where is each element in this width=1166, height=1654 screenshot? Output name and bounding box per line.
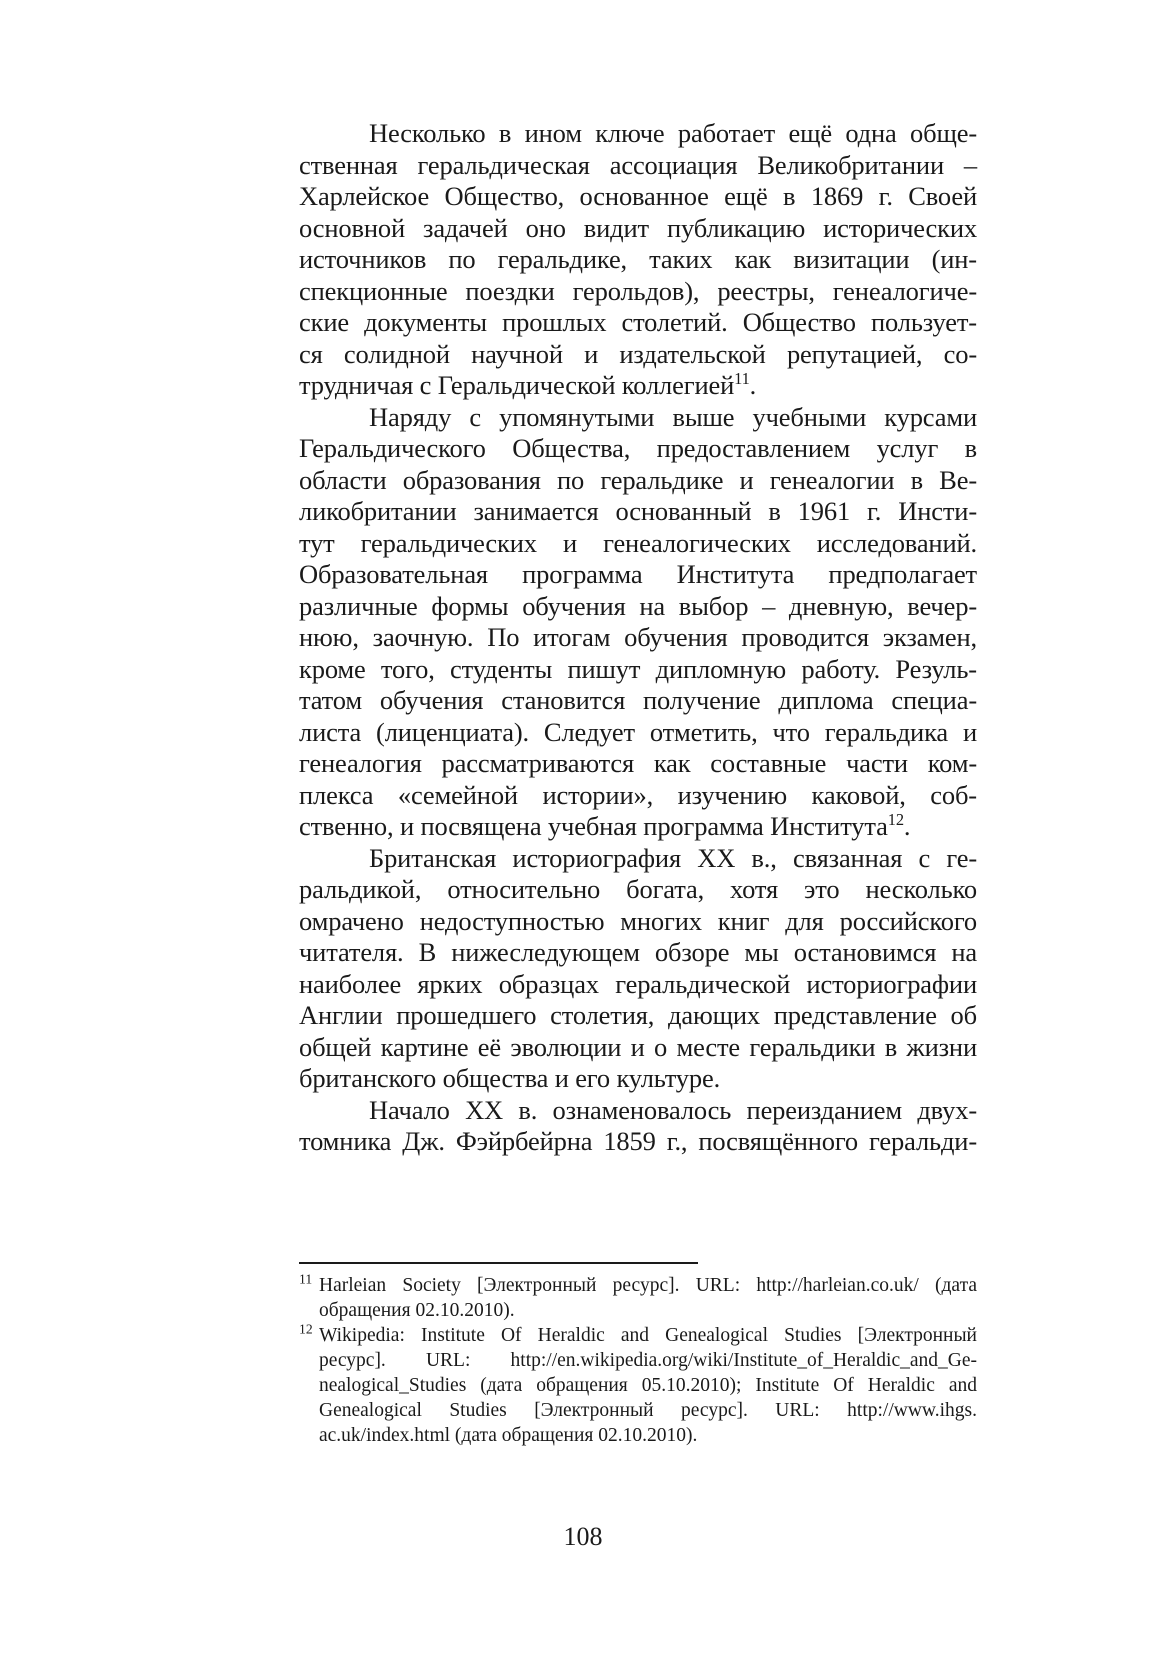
text-line: Наряду с упомянутыми выше учебными курсами [369, 401, 977, 432]
text-line: омрачено недоступностью многих книг для российского [299, 905, 977, 936]
text-line: читателя. В нижеследующем обзоре мы остановимся на [299, 937, 977, 967]
footnote-line: $^{11}$ Harleian Society [Электронный ресурс]. URL: http://harleian.co.uk/ (дата [299, 1271, 977, 1296]
text-line: спекционные поездки герольдов), реестры, генеалогиче- [299, 275, 977, 306]
text-line: плекса «семейной истории», изучению каковой, соб- [299, 779, 977, 810]
footnote-separator [299, 1262, 698, 1264]
footnote-line: обращения 02.10.2010). [319, 1300, 515, 1321]
text-line: ственно, и посвящена учебная программа Института$^{12}$. [299, 810, 911, 841]
text-line: Несколько в ином ключе работает ещё одна обще- [369, 118, 977, 148]
text-line: кроме того, студенты пишут дипломную работу. Резуль- [299, 653, 977, 684]
text-line: ственная геральдическая ассоциация Великобритании – [299, 149, 977, 180]
footnote-line: $^{12}$ Wikipedia: Institute Of Heraldic and Genealogical Studies [Электронный [299, 1321, 977, 1346]
text-line: ральдикой, относительно богата, хотя это несколько [299, 874, 977, 904]
text-line: области образования по геральдике и генеалогии в Ве- [299, 464, 977, 495]
text-line: ликобритании занимается основанный в 1961 г. Инсти- [299, 496, 977, 526]
footnote-reference: 12 [887, 810, 904, 830]
text-line: общей картине её эволюции и о месте геральдики в жизни [299, 1031, 977, 1062]
page-number: 108 [563, 1522, 603, 1551]
footnote-line: ac.uk/index.html (дата обращения 02.10.2010). [319, 1425, 698, 1446]
text-line: трудничая с Геральдической коллегией$^{11}$. [299, 369, 757, 400]
text-line: ся солидной научной и издательской репутацией, со- [299, 338, 977, 369]
text-line: Образовательная программа Института предполагает [299, 559, 977, 589]
text-line: генеалогия рассматриваются как составные части ком- [299, 748, 977, 778]
text-line: различные формы обучения на выбор – дневную, вечер- [299, 590, 977, 621]
footnote-line: Genealogical Studies [Электронный ресурс]. URL: http://www.ihgs. [319, 1400, 977, 1421]
footnote-line: nealogical_Studies (дата обращения 05.10.2010); Institute Of Heraldic and [319, 1375, 977, 1396]
text-line: Геральдического Общества, предоставлением услуг в [299, 433, 977, 463]
text-line: томника Дж. Фэйрбейрна 1859 г., посвящённого геральди- [299, 1126, 977, 1156]
text-line: британского общества и его культуре. [299, 1063, 721, 1093]
text-line: Британская историография XX в., связанная с ге- [369, 842, 977, 873]
text-line: тут геральдических и генеалогических исследований. [299, 527, 977, 558]
text-line: нюю, заочную. По итогам обучения проводится экзамен, [299, 622, 977, 652]
text-line: листа (лиценциата). Следует отметить, что геральдика и [299, 716, 977, 747]
text-line: Начало XX в. ознаменовалось переизданием двух- [369, 1094, 977, 1125]
body-text [299, 118, 977, 1158]
footnote-reference: 11 [734, 369, 750, 389]
footnotes [299, 1273, 977, 1448]
text-line: татом обучения становится получение диплома специа- [299, 685, 977, 715]
footnote-number: 12 [299, 1321, 313, 1337]
footnote-line: ресурс]. URL: http://en.wikipedia.org/wiki/Institute_of_Heraldic_and_Ge- [319, 1350, 977, 1371]
text-line: Англии прошедшего столетия, дающих представление об [299, 1000, 977, 1030]
text-line: ские документы прошлых столетий. Общество пользует- [299, 307, 977, 337]
text-line: наиболее ярких образцах геральдической историографии [299, 968, 977, 999]
text-line: Харлейское Общество, основанное ещё в 1869 г. Своей [299, 181, 977, 211]
footnote-number: 11 [299, 1271, 313, 1287]
text-line: основной задачей оно видит публикацию исторических [299, 212, 977, 243]
text-line: источников по геральдике, таких как визитации (ин- [299, 244, 977, 274]
